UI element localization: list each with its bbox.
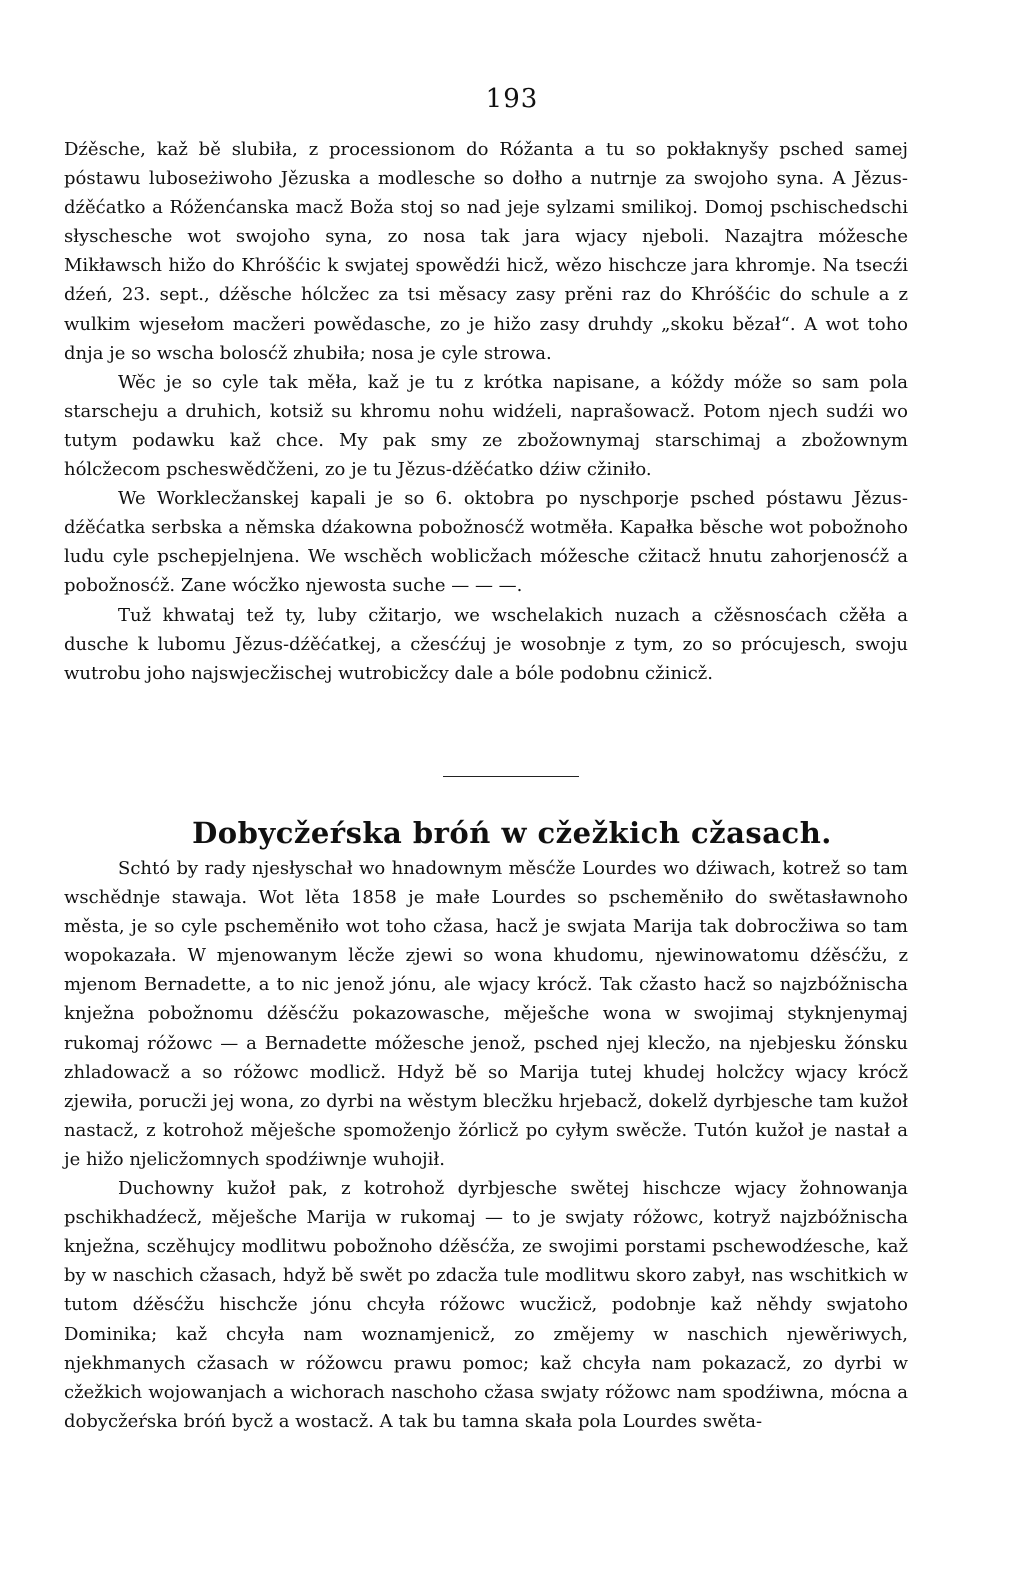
paragraph: Wěc je so cyle tak měła, kaž je tu z krótka napisane, a kóždy móže so sam pola starscheju a druhich, kotsiž su khromu nohu widźeli, naprašowacž. Potom njech sudźi wo tutym podawku kaž chce. My pak smy ze zbožownymaj starschimaj a zbožownym hólcžecom pscheswědčženi, zo je tu Jězus-dźěćatko dźiw cžiniło. bbox=[64, 371, 908, 481]
section-heading: Dobycžeŕska bróń w cžežkich cžasach. bbox=[192, 816, 832, 850]
page-number: 193 bbox=[485, 84, 539, 114]
paragraph: Duchowny kužoł pak, z kotrohož dyrbjesche swětej hischcze wjacy žohnowanja pschikhadźecž, měješche Marija w rukomaj — to je swjaty róžowc, kotryž najzbóžnischa knježna, sczěhujcy modlitwu pobožnoho dźěsćža, ze swojimi porstami pschеwodźesche, kaž by w naschich cžasach, hdyž bě swět po zdacža tule modlitwu skoro zabył, nas wschitkich w tutom dźěsćžu hischcže jónu chcyła róžowc wucžicž, podobnje kaž něhdy swjatoho Dominika; kaž chcyła nam woznamjenicž, zo změjemy w naschich njewěriwych, njekhmanych cžasach w róžowcu prawu pomoc; kaž chcyła nam pokazacž, zo dyrbi w cžežkich wojowanjach a wichorach naschoho cžasa swjaty róžowc nam spodźiwna, mócna a dobycžeŕska bróń bycž a wostacž. A tak bu tamna skała pola Lourdes swěta- bbox=[64, 1178, 908, 1432]
section-one bbox=[64, 135, 908, 688]
paragraph: Tuž khwataj tež ty, luby cžitarjo, we wschelakich nuzach a cžěsnosćach cžěła a dusche k lubomu Jězus-dźěćatkej, a cžesćźuj je wosobnje z tym, zo so prócujesch, swoju wutrobu joho najswjecžischej wutrobicžcy dale a bóle podobnu cžinicž. bbox=[64, 604, 908, 684]
section-divider bbox=[443, 776, 579, 777]
section-two bbox=[64, 854, 908, 1436]
paragraph: Schtó by rady njesłyschał wo hnadownym měsćže Lourdes wo dźiwach, kotrež so tam wschědnje stawaja. Wot lěta 1858 je małe Lourdes so pschеměniło do swětasławnoho města, je so cyle pschеměniło wot toho cžasa, hacž je swjata Marija tak dobrocžiwa so tam wopokazała. W mjenowanym lěcže zjewi so wona khudomu, njewinowatomu dźěsćžu, z mjenom Bernadette, a to nic jenož jónu, ale wjacy krócž. Tak cžasto hacž so najzbóžnischa knježna pobožnomu dźěsćžu pokazowasche, měješche wona w swojimaj styknjenymaj rukomaj róžowc — a Bernadette móžesche jenož, psched njej klecžo, na njebjesku žónsku zhladowacž a so róžowc modlicž. Hdyž bě so Marija tutej khudej holcžcy wjacy krócž zjewiła, porucži jej wona, zo dyrbi na wěstym blecžku hrjebacž, dokelž dyrbjesche tam kužoł nastacž, z kotrohož měješche spomoženjo žórlicž po cyłym swěcže. Tutón kužoł je nastał a je hižo njelicžomnych spodźiwnje wuhojił. bbox=[64, 858, 908, 1170]
paragraph: Dźěsche, kaž bě slubiła, z processionom do Róžanta a tu so pokłaknyšy psched samej póstawu luboseżiwoho Jězuska a modlesche so dołho a nutrnje za swojoho syna. A Jězus-dźěćatko a Róženćanska macž Boža stoj so nad jeje sylzami smilikoj. Domoj pschischedschi słyschesche wot swojoho syna, zo nosa tak jara wjacy njeboli. Nazajtra móžesche Mikławsch hižo do Khróšćic k swjatej spowědźi hicž, wězo hischcze jara khromje. Na tsecźi dźeń, 23. sept., dźěsche hólcžec za tsi měsacy zasy prěni raz do Khróšćic do schule a z wulkim wjesełom macžeri powědasche, zo je hižo zasy druhdy „skoku bězał“. A wot toho dnja je so wscha bolosćž zhubiła; nosa je cyle strowa. bbox=[64, 139, 908, 364]
paragraph: We Worklecžanskej kapali je so 6. oktobra po nyschporje psched póstawu Jězus-dźěćatka serbska a němska dźakowna pobožnosćž wotměła. Kapałka běsche wot pobožnoho ludu cyle pschepjelnjena. We wschěch woblicžach móžesche cžitacž hnutu zahorjenosćž a pobožnosćž. Zane wócžko njewosta suche — — —. bbox=[64, 488, 908, 597]
